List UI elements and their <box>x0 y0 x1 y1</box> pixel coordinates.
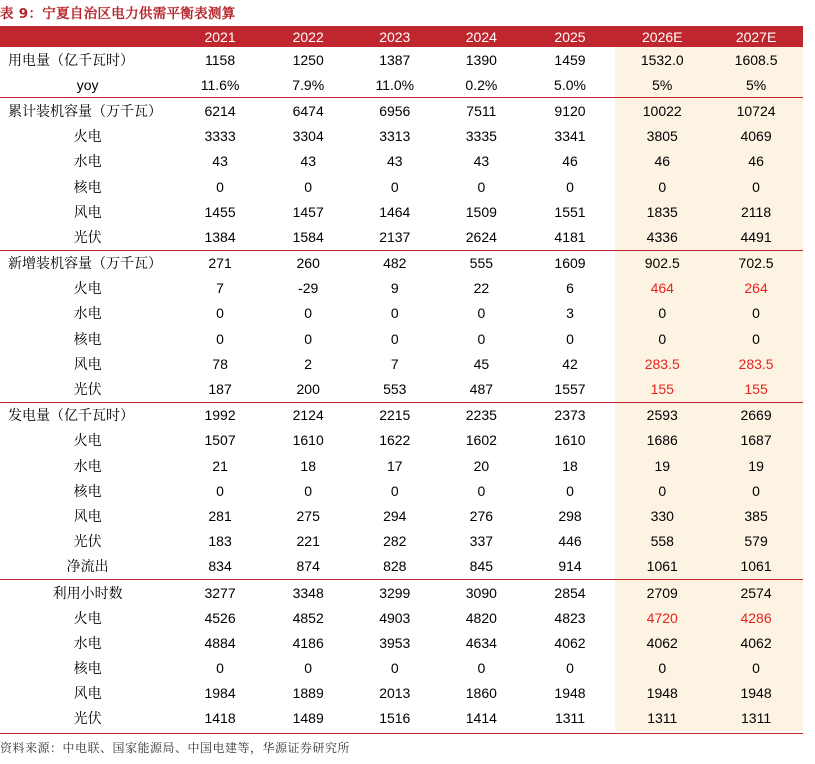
table-cell: 11.6% <box>200 76 240 93</box>
table-cell: 0 <box>390 305 399 322</box>
table-cell: 2709 <box>615 579 709 605</box>
row-label: 风电 <box>73 355 102 372</box>
table-cell: 2215 <box>351 402 438 428</box>
table-cell: 9120 <box>525 98 616 124</box>
table-cell: 553 <box>383 381 407 398</box>
table-cell: 3348 <box>265 579 352 605</box>
table-cell: 1390 <box>465 51 497 68</box>
table-cell: 4062 <box>709 630 803 655</box>
table-cell: 3333 <box>204 128 236 145</box>
table-cell: 2854 <box>525 579 616 605</box>
table-cell: 4884 <box>204 634 236 651</box>
table-cell: 183 <box>208 533 232 550</box>
table-cell: 10022 <box>615 98 709 124</box>
row-label: 核电 <box>73 660 102 677</box>
table-cell: 0 <box>709 326 803 351</box>
table-cell: 3341 <box>554 128 586 145</box>
table-cell: 1609 <box>525 250 616 276</box>
table-cell: 264 <box>709 276 803 301</box>
table-cell: 0 <box>566 330 574 347</box>
table-cell: 4336 <box>615 224 709 250</box>
table-cell: 2 <box>304 355 313 372</box>
table-cell: 155 <box>709 376 803 402</box>
row-label: 火电 <box>73 609 102 626</box>
table-cell: 6 <box>566 280 574 297</box>
table-cell: 46 <box>615 149 709 174</box>
table-cell: 1418 <box>204 710 236 727</box>
table-cell: 9 <box>390 280 399 297</box>
table-row <box>0 47 803 72</box>
table-cell: 555 <box>438 250 525 276</box>
table-cell: 6956 <box>351 98 438 124</box>
table-cell: 1948 <box>554 685 586 702</box>
table-cell: 0 <box>477 330 486 347</box>
table-cell: 1551 <box>554 203 586 220</box>
column-header-2022: 2022 <box>265 26 352 47</box>
table-cell: 0 <box>390 660 399 677</box>
row-label: 水电 <box>73 634 102 651</box>
column-header-2024: 2024 <box>438 26 525 47</box>
table-cell: 0 <box>709 478 803 503</box>
table-cell: 3805 <box>615 124 709 149</box>
table-row <box>0 681 803 706</box>
table-cell: 1387 <box>379 51 411 68</box>
table-cell: 0 <box>566 660 574 677</box>
table-cell: 0.2% <box>465 76 498 93</box>
column-header-2021: 2021 <box>175 26 265 47</box>
table-row <box>0 72 803 98</box>
table-cell: 78 <box>212 355 228 372</box>
table-cell: 4286 <box>709 605 803 630</box>
table-cell: 2118 <box>709 199 803 224</box>
table-cell: 2574 <box>709 579 803 605</box>
table-cell: 275 <box>296 507 320 524</box>
table-cell: 0 <box>709 301 803 326</box>
table-cell: 18 <box>562 457 578 474</box>
row-label: 水电 <box>73 457 102 474</box>
row-label: 用电量（亿千瓦时） <box>8 51 134 68</box>
table-body <box>0 47 803 731</box>
table-cell: 0 <box>216 178 224 195</box>
row-label: 利用小时数 <box>0 579 175 605</box>
row-label: 风电 <box>73 685 102 702</box>
table-cell: 200 <box>296 381 320 398</box>
table-cell: 1686 <box>615 428 709 453</box>
table-cell: 0 <box>304 482 313 499</box>
table-bottom-rule <box>0 733 803 734</box>
table-cell: 1311 <box>615 706 709 731</box>
table-cell: 5.0% <box>554 76 586 93</box>
table-cell: 221 <box>296 533 320 550</box>
table-cell: 2373 <box>525 402 616 428</box>
table-cell: 702.5 <box>709 250 803 276</box>
table-cell: 0 <box>390 178 399 195</box>
table-cell: 22 <box>473 280 490 297</box>
table-cell: 1507 <box>204 432 236 449</box>
column-header-2026e: 2026E <box>615 26 709 47</box>
column-header-2025: 2025 <box>525 26 616 47</box>
table-cell: 294 <box>383 507 407 524</box>
row-label: 风电 <box>73 507 102 524</box>
table-cell: 298 <box>558 507 582 524</box>
table-cell: 20 <box>473 457 490 474</box>
table-row <box>0 351 803 376</box>
table-cell: 42 <box>562 355 578 372</box>
table-row <box>0 402 803 428</box>
table-cell: 3299 <box>351 579 438 605</box>
table-cell: 2013 <box>379 685 411 702</box>
table-cell: 874 <box>296 558 320 575</box>
table-cell: 1250 <box>292 51 324 68</box>
table-row <box>0 656 803 681</box>
table-cell: 0 <box>615 301 709 326</box>
table-cell: 2137 <box>379 228 411 245</box>
table-row <box>0 98 803 124</box>
table-cell: 17 <box>386 457 403 474</box>
table-cell: 46 <box>562 153 578 170</box>
table-cell: 464 <box>615 276 709 301</box>
table-cell: 1414 <box>465 710 497 727</box>
table-cell: 4634 <box>465 634 497 651</box>
table-cell: 1948 <box>709 681 803 706</box>
table-cell: 6474 <box>265 98 352 124</box>
table-cell: 1622 <box>379 432 411 449</box>
table-cell: 283.5 <box>615 351 709 376</box>
table-cell: 0 <box>304 305 313 322</box>
table-cell: 1532.0 <box>615 47 709 72</box>
table-cell: 4069 <box>709 124 803 149</box>
row-label: 水电 <box>73 153 102 170</box>
table-row <box>0 478 803 503</box>
table-row <box>0 453 803 478</box>
table-cell: 19 <box>615 453 709 478</box>
table-cell: 0 <box>390 482 399 499</box>
row-label: 核电 <box>73 178 102 195</box>
table-cell: 1311 <box>709 706 803 731</box>
table-cell: 330 <box>615 503 709 528</box>
table-cell: 3335 <box>465 128 497 145</box>
table-cell: 446 <box>558 533 582 550</box>
table-cell: 834 <box>208 558 232 575</box>
table-cell: 828 <box>383 558 407 575</box>
table-cell: 1516 <box>379 710 411 727</box>
table-cell: 6214 <box>175 98 265 124</box>
table-cell: 3 <box>566 305 574 322</box>
table-cell: 4903 <box>379 609 411 626</box>
row-label: 光伏 <box>73 228 102 245</box>
table-cell: 1384 <box>204 228 236 245</box>
table-cell: 1061 <box>709 554 803 580</box>
table-cell: 2669 <box>709 402 803 428</box>
table-cell: 4720 <box>615 605 709 630</box>
table-row <box>0 554 803 580</box>
table-cell: 18 <box>300 457 316 474</box>
table-cell: 0 <box>477 305 486 322</box>
table-row <box>0 605 803 630</box>
table-cell: 0 <box>304 178 313 195</box>
table-cell: 282 <box>383 533 407 550</box>
table-cell: 1509 <box>465 203 497 220</box>
table-cell: 579 <box>709 529 803 554</box>
row-label: 光伏 <box>73 381 102 398</box>
table-cell: 0 <box>566 482 574 499</box>
row-label: 核电 <box>73 482 102 499</box>
table-cell: 3277 <box>175 579 265 605</box>
table-cell: 1061 <box>615 554 709 580</box>
table-cell: 0 <box>615 326 709 351</box>
table-row <box>0 149 803 174</box>
table-cell: 0 <box>216 305 224 322</box>
table-cell: 10724 <box>709 98 803 124</box>
table-cell: 0 <box>615 656 709 681</box>
table-cell: 385 <box>709 503 803 528</box>
table-row <box>0 579 803 605</box>
table-cell: 1584 <box>292 228 324 245</box>
row-label: 累计装机容量（万千瓦） <box>0 98 175 124</box>
table-cell: 2235 <box>438 402 525 428</box>
table-cell: 337 <box>469 533 494 550</box>
table-cell: 19 <box>709 453 803 478</box>
table-cell: 283.5 <box>709 351 803 376</box>
row-label: 新增装机容量（万千瓦） <box>0 250 175 276</box>
row-label: 水电 <box>73 305 102 322</box>
table-cell: 1459 <box>554 51 586 68</box>
table-cell: 3953 <box>379 634 411 651</box>
table-title: 表 9：宁夏自治区电力供需平衡表测算 <box>0 6 236 22</box>
source-note: 资料来源：中电联、国家能源局、中国电建等，华源证券研究所 <box>0 741 351 755</box>
table-cell: 4491 <box>709 224 803 250</box>
table-cell: 487 <box>469 381 494 398</box>
table-cell: 43 <box>473 153 490 170</box>
table-cell: 1860 <box>465 685 497 702</box>
table-cell: 1992 <box>175 402 265 428</box>
table-cell: 155 <box>615 376 709 402</box>
table-cell: 902.5 <box>615 250 709 276</box>
table-cell: 5% <box>615 72 709 98</box>
power-balance-table <box>0 26 803 731</box>
table-cell: 1835 <box>615 199 709 224</box>
row-label: 火电 <box>73 280 102 297</box>
table-cell: -29 <box>298 280 319 297</box>
table-cell: 0 <box>615 478 709 503</box>
table-cell: 0 <box>216 482 224 499</box>
table-cell: 21 <box>212 457 228 474</box>
table-cell: 281 <box>208 507 232 524</box>
table-cell: 1311 <box>554 710 586 727</box>
table-cell: 2124 <box>265 402 352 428</box>
table-cell: 43 <box>300 153 316 170</box>
table-cell: 4820 <box>465 609 497 626</box>
table-cell: 914 <box>558 558 582 575</box>
table-cell: 4823 <box>554 609 586 626</box>
table-cell: 1889 <box>292 685 324 702</box>
table-cell: 0 <box>477 482 486 499</box>
table-cell: 0 <box>304 330 313 347</box>
table-row <box>0 224 803 250</box>
table-row <box>0 503 803 528</box>
table-cell: 1610 <box>292 432 324 449</box>
table-cell: 4852 <box>292 609 324 626</box>
table-row <box>0 276 803 301</box>
table-row <box>0 124 803 149</box>
table-row <box>0 174 803 199</box>
table-cell: 0 <box>390 330 399 347</box>
table-cell: 0 <box>709 656 803 681</box>
table-cell: 558 <box>615 529 709 554</box>
table-cell: 11.0% <box>375 76 415 93</box>
row-label: yoy <box>76 76 99 93</box>
table-cell: 482 <box>351 250 438 276</box>
table-cell: 7511 <box>438 98 525 124</box>
row-label: 核电 <box>73 330 102 347</box>
table-cell: 4526 <box>204 609 236 626</box>
table-cell: 1158 <box>205 51 236 68</box>
table-cell: 1610 <box>554 432 586 449</box>
table-cell: 0 <box>709 174 803 199</box>
table-cell: 3304 <box>292 128 324 145</box>
table-cell: 43 <box>212 153 228 170</box>
table-cell: 7.9% <box>292 76 325 93</box>
table-cell: 1948 <box>615 681 709 706</box>
table-cell: 1602 <box>465 432 497 449</box>
row-label: 光伏 <box>73 533 102 550</box>
table-cell: 1608.5 <box>709 47 803 72</box>
table-cell: 1455 <box>204 203 236 220</box>
table-cell: 2624 <box>465 228 497 245</box>
table-cell: 0 <box>615 174 709 199</box>
table-cell: 4062 <box>615 630 709 655</box>
table-cell: 0 <box>216 660 224 677</box>
table-cell: 45 <box>473 355 490 372</box>
table-row <box>0 199 803 224</box>
table-cell: 1557 <box>554 381 586 398</box>
table-cell: 2593 <box>615 402 709 428</box>
table-cell: 276 <box>469 507 494 524</box>
table-row <box>0 250 803 276</box>
table-cell: 4186 <box>292 634 324 651</box>
row-label: 净流出 <box>66 558 109 575</box>
table-cell: 0 <box>566 178 574 195</box>
table-row <box>0 706 803 731</box>
table-row <box>0 301 803 326</box>
table-cell: 7 <box>216 280 224 297</box>
table-cell: 0 <box>304 660 313 677</box>
table-cell: 5% <box>709 72 803 98</box>
table-cell: 43 <box>386 153 403 170</box>
table-row <box>0 630 803 655</box>
table-cell: 7 <box>390 355 399 372</box>
table-row <box>0 326 803 351</box>
table-cell: 1489 <box>292 710 324 727</box>
row-label: 光伏 <box>73 710 102 727</box>
table-cell: 4062 <box>554 634 586 651</box>
table-cell: 1464 <box>379 203 411 220</box>
table-cell: 260 <box>265 250 352 276</box>
column-header-2023: 2023 <box>351 26 438 47</box>
row-label: 风电 <box>73 203 102 220</box>
table-cell: 3313 <box>379 128 411 145</box>
table-cell: 1457 <box>292 203 324 220</box>
row-label: 火电 <box>73 128 102 145</box>
header-row <box>0 26 803 47</box>
table-row <box>0 376 803 402</box>
table-row <box>0 428 803 453</box>
table-row <box>0 529 803 554</box>
table-cell: 271 <box>175 250 265 276</box>
table-cell: 3090 <box>438 579 525 605</box>
table-cell: 1687 <box>709 428 803 453</box>
table-cell: 0 <box>477 660 486 677</box>
table-cell: 0 <box>216 330 224 347</box>
table-cell: 845 <box>469 558 494 575</box>
column-header-2027e: 2027E <box>709 26 803 47</box>
table-cell: 4181 <box>554 228 586 245</box>
table-cell: 46 <box>709 149 803 174</box>
row-label: 火电 <box>73 432 102 449</box>
table-cell: 187 <box>208 381 232 398</box>
table-cell: 1984 <box>204 685 236 702</box>
row-label: 发电量（亿千瓦时） <box>0 402 175 428</box>
header-label-cell <box>0 26 175 47</box>
table-cell: 0 <box>477 178 486 195</box>
